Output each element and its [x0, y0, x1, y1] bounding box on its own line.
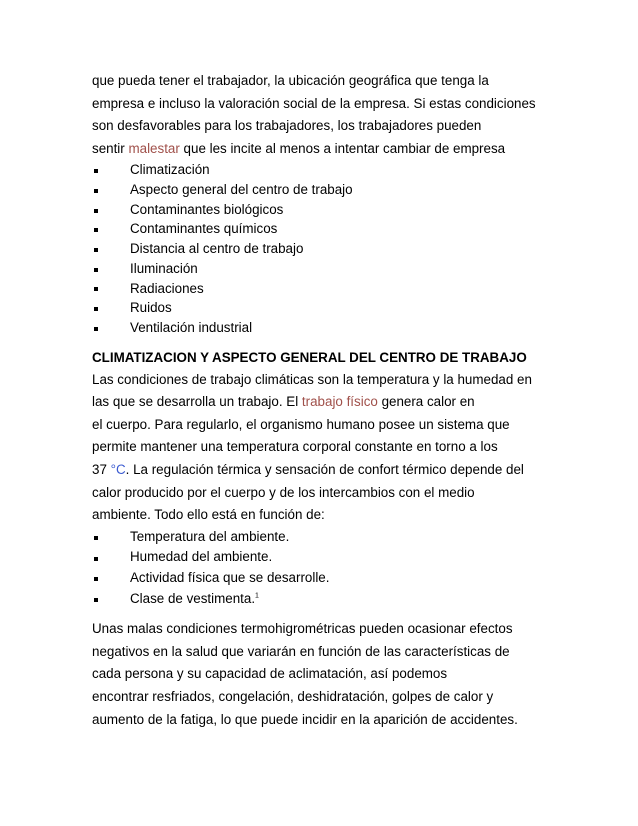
section-heading: CLIMATIZACION Y ASPECTO GENERAL DEL CENTRO DE TRABAJO — [92, 349, 527, 365]
effects-line-4: encontrar resfriados, congelación, deshidratación, golpes de calor y — [92, 689, 494, 705]
footnote-marker[interactable]: 1 — [255, 592, 259, 600]
factors-list — [92, 160, 552, 337]
list-item-text: Climatización — [130, 162, 210, 178]
climate-line-2-pre: las que se desarrolla un trabajo. El — [92, 394, 302, 410]
trabajo-fisico-link[interactable]: trabajo físico — [301, 394, 378, 410]
climate-line-3: el cuerpo. Para regularlo, el organismo humano posee un sistema que — [92, 416, 510, 432]
document-page — [92, 70, 552, 731]
list-item — [92, 259, 552, 279]
list-item — [92, 527, 552, 548]
square-bullet-icon — [94, 577, 98, 581]
list-item — [92, 239, 552, 259]
list-item — [92, 589, 552, 610]
effects-line-3: cada persona y su capacidad de aclimatación, así podemos — [92, 666, 448, 682]
list-item-text: Iluminación — [130, 260, 198, 276]
effects-line-2: negativos en la salud que variarán en función de las características de — [92, 643, 510, 659]
list-item-text: Radiaciones — [130, 280, 204, 296]
square-bullet-icon — [94, 248, 98, 252]
intro-line-2: empresa e incluso la valoración social de la empresa. Si estas condiciones — [92, 95, 536, 111]
celsius-link[interactable]: °C — [110, 462, 126, 478]
climate-line-2-post: genera calor en — [377, 394, 475, 410]
list-item-text: Humedad del ambiente. — [130, 549, 273, 565]
list-item — [92, 547, 552, 568]
effects-paragraph — [92, 618, 552, 731]
list-item — [92, 298, 552, 318]
list-item-text: Aspecto general del centro de trabajo — [130, 182, 353, 198]
effects-line-5: aumento de la fatiga, lo que puede incidir en la aparición de accidentes. — [92, 711, 518, 727]
list-item — [92, 180, 552, 200]
list-item — [92, 219, 552, 239]
list-item — [92, 279, 552, 299]
intro-line-4-post: que les incite al menos a intentar cambiar de empresa — [179, 140, 506, 156]
list-item-text: Clase de vestimenta. — [130, 590, 256, 606]
square-bullet-icon — [94, 327, 98, 331]
square-bullet-icon — [94, 189, 98, 193]
intro-line-3: son desfavorables para los trabajadores, los trabajadores pueden — [92, 118, 482, 134]
list-item-text: Contaminantes biológicos — [130, 201, 284, 217]
climate-line-5 — [92, 459, 552, 482]
square-bullet-icon — [94, 228, 98, 232]
intro-line-4 — [92, 138, 552, 161]
list-item-text: Contaminantes químicos — [130, 221, 278, 237]
list-item-text: Ruidos — [130, 300, 172, 316]
square-bullet-icon — [94, 307, 98, 311]
list-item — [92, 318, 552, 338]
effects-line-1: Unas malas condiciones termohigrométricas pueden ocasionar efectos — [92, 621, 513, 637]
list-item — [92, 568, 552, 589]
intro-line-4-pre: sentir — [92, 140, 129, 156]
square-bullet-icon — [94, 536, 98, 540]
square-bullet-icon — [94, 169, 98, 173]
list-item-text: Actividad física que se desarrolle. — [130, 570, 330, 586]
climate-line-6: calor producido por el cuerpo y de los intercambios con el medio — [92, 484, 475, 500]
climate-line-1: Las condiciones de trabajo climáticas son la temperatura y la humedad en — [92, 371, 532, 387]
list-item — [92, 200, 552, 220]
list-item-text: Temperatura del ambiente. — [130, 528, 290, 544]
climate-line-7: ambiente. Todo ello está en función de: — [92, 507, 325, 523]
list-item-text: Ventilación industrial — [130, 320, 253, 335]
square-bullet-icon — [94, 287, 98, 291]
square-bullet-icon — [94, 209, 98, 213]
climate-line-5-post: . La regulación térmica y sensación de confort térmico depende del — [125, 462, 524, 478]
square-bullet-icon — [94, 557, 98, 561]
climate-paragraph — [92, 369, 552, 527]
list-item-text: Distancia al centro de trabajo — [130, 241, 304, 257]
square-bullet-icon — [94, 598, 98, 602]
malestar-link[interactable]: malestar — [128, 140, 180, 156]
list-item — [92, 160, 552, 180]
conditions-list — [92, 527, 552, 609]
square-bullet-icon — [94, 268, 98, 272]
intro-line-1: que pueda tener el trabajador, la ubicación geográfica que tenga la — [92, 73, 489, 88]
climate-line-5-pre: 37 — [92, 462, 111, 478]
intro-paragraph — [92, 70, 552, 160]
climate-line-2 — [92, 391, 552, 414]
climate-line-4: permite mantener una temperatura corporal constante en torno a los — [92, 439, 498, 455]
